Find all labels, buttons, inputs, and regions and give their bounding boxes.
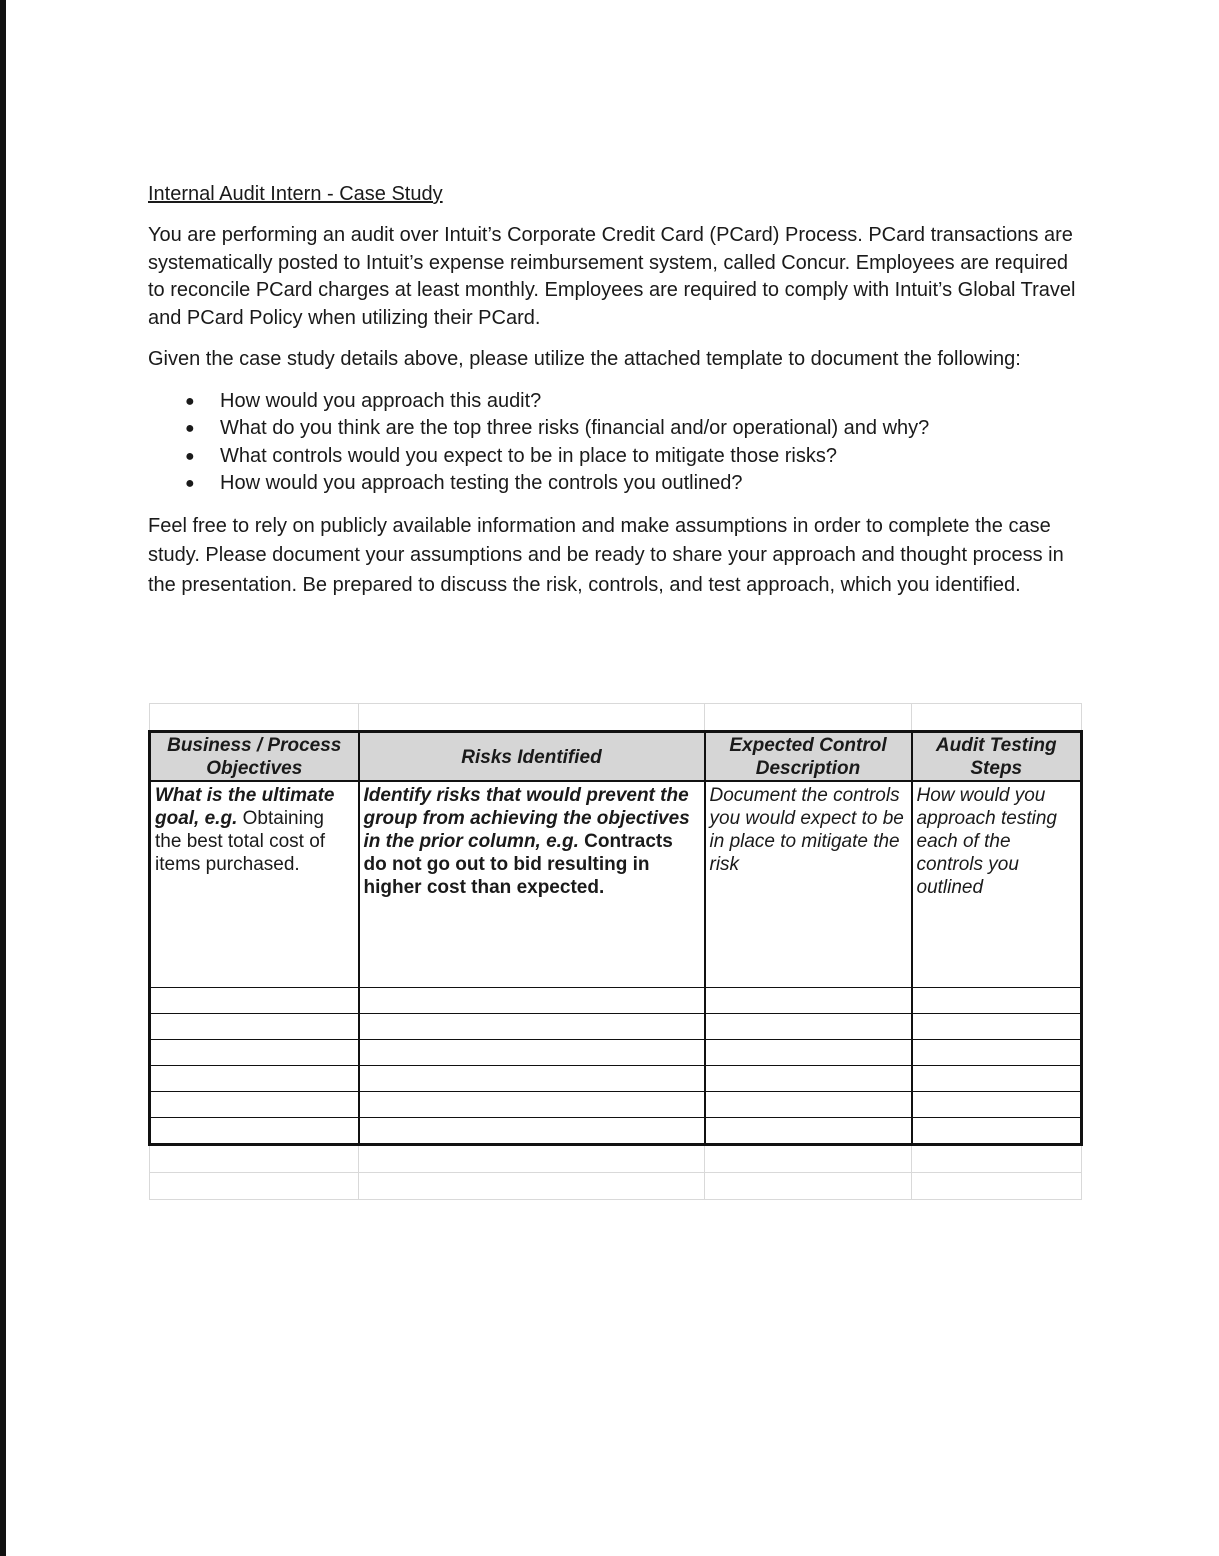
table-cell (705, 1118, 912, 1145)
table-cell (705, 1173, 912, 1200)
template-grid (148, 703, 1083, 1200)
table-row (150, 1118, 1082, 1145)
list-item (148, 388, 1083, 416)
table-cell (912, 1118, 1082, 1145)
objectives-example: Obtaining the best total cost of items purchased. (155, 808, 326, 875)
table-cell (150, 1014, 359, 1040)
gridline-row (150, 1173, 1082, 1200)
risks-prompt: Identify risks that would prevent the group from achieving the objectives in the prior column, e.g. (363, 785, 690, 852)
table-cell (912, 988, 1082, 1014)
document-body (148, 180, 1083, 614)
table-cell (705, 704, 912, 732)
header-risks: Risks Identified (359, 732, 705, 782)
question-text: How would you approach testing the controls you outlined? (220, 472, 743, 494)
question-text: How would you approach this audit? (220, 389, 542, 412)
table-cell (359, 1040, 705, 1066)
table-cell (359, 1173, 705, 1200)
table-cell (912, 1145, 1082, 1173)
table-cell (150, 1118, 359, 1145)
closing-paragraph: Feel free to rely on publicly available information and make assumptions in order to complete the case study. Please document your assumptions and be ready to share your approach and thought process in the presentation. Be prepared to discuss the risk, controls, and test approach, which you identified. (148, 514, 1064, 596)
table-row (150, 988, 1082, 1014)
gridline-row (150, 1145, 1082, 1173)
header-row (150, 732, 1082, 782)
table-cell (912, 1092, 1082, 1118)
bullet-icon: ● (185, 420, 195, 437)
cell-risks (359, 781, 705, 988)
cell-objectives (150, 781, 359, 988)
bullet-icon: ● (185, 475, 195, 492)
table-row (150, 1066, 1082, 1092)
table-cell (705, 1014, 912, 1040)
header-objectives: Business / Process Objectives (150, 732, 359, 782)
table-cell (150, 1066, 359, 1092)
table-cell (359, 1118, 705, 1145)
table-cell (359, 704, 705, 732)
objectives-prompt: What is the ultimate goal, e.g. (155, 785, 335, 829)
cell-controls: Document the controls you would expect to be in place to mitigate the risk (705, 781, 912, 988)
table-row (150, 1014, 1082, 1040)
table-cell (705, 1066, 912, 1092)
table-cell (150, 1092, 359, 1118)
bullet-icon: ● (185, 447, 195, 465)
table-row (150, 1092, 1082, 1118)
table-cell (705, 1040, 912, 1066)
table-cell (912, 1014, 1082, 1040)
audit-template-table (148, 703, 1080, 1200)
table-cell (150, 1173, 359, 1200)
table-cell (150, 704, 359, 732)
page-left-edge (0, 0, 6, 1556)
risks-example: Contracts do not go out to bid resulting in higher cost than expected. (363, 831, 673, 898)
question-text: What do you think are the top three risks (financial and/or operational) and why? (220, 417, 930, 439)
table-cell (359, 1014, 705, 1040)
list-item (148, 443, 1083, 471)
document-title: Internal Audit Intern - Case Study (148, 183, 443, 205)
header-controls: Expected Control Description (705, 732, 912, 782)
table-cell (150, 1040, 359, 1066)
table-cell (705, 1145, 912, 1173)
table-cell (359, 1145, 705, 1173)
bullet-icon: ● (185, 392, 195, 410)
table-cell (359, 1092, 705, 1118)
table-cell (912, 1066, 1082, 1092)
table-cell (150, 988, 359, 1014)
instruction-paragraph: Given the case study details above, please utilize the attached template to document the following: (148, 348, 1021, 370)
table-cell (705, 988, 912, 1014)
cell-testing: How would you approach testing each of the controls you outlined (912, 781, 1082, 988)
table-cell (912, 1040, 1082, 1066)
list-item (148, 415, 1083, 443)
list-item (148, 470, 1083, 498)
table-cell (150, 1145, 359, 1173)
intro-paragraph: You are performing an audit over Intuit’s Corporate Credit Card (PCard) Process. PCard transactions are systematically posted to Intuit’s expense reimbursement system, called Concur. Employees are required to reconcile PCard charges at least monthly. Employees are required to comply with Intuit’s Global Travel and PCard Policy when utilizing their PCard. (148, 224, 1076, 329)
table-cell (912, 1173, 1082, 1200)
header-testing: Audit Testing Steps (912, 732, 1082, 782)
table-cell (359, 1066, 705, 1092)
question-text: What controls would you expect to be in place to mitigate those risks? (220, 444, 837, 467)
gridline-row (150, 704, 1082, 732)
question-list (148, 388, 1083, 498)
example-row (150, 781, 1082, 988)
table-cell (359, 988, 705, 1014)
table-cell (705, 1092, 912, 1118)
table-cell (912, 704, 1082, 732)
table-row (150, 1040, 1082, 1066)
